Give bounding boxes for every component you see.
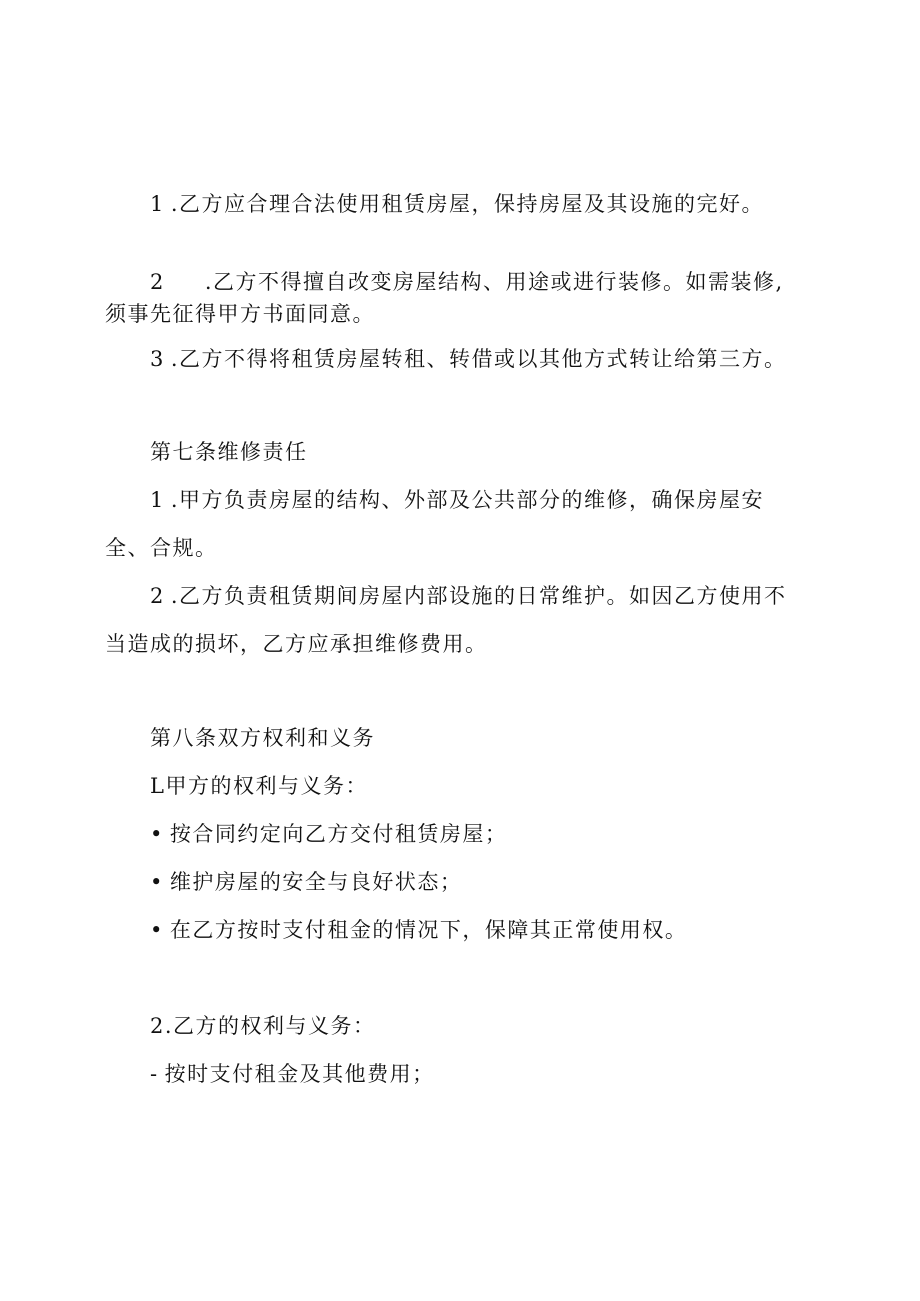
bullet-text: 维护房屋的安全与良好状态； — [169, 870, 463, 894]
bullet-text: 按合同约定向乙方交付租赁房屋； — [169, 822, 508, 846]
clause-number: 2 — [150, 270, 165, 294]
party-b-title: 2.乙方的权利与义务： — [150, 1014, 376, 1038]
clause-7-1 — [150, 486, 764, 514]
party-a-bullet — [150, 916, 687, 944]
bullet-text: 在乙方按时支付租金的情况下，保障其正常使用权。 — [169, 918, 688, 942]
section-8-heading: 第八条双方权利和义务 — [150, 726, 375, 750]
clause-6-3 — [150, 345, 787, 373]
clause-number: 1 — [150, 192, 165, 216]
item-text: 按时支付租金及其他费用； — [164, 1062, 435, 1086]
clause-number: 2 — [150, 584, 165, 608]
clause-7-2 — [150, 582, 787, 610]
clause-6-1 — [150, 190, 764, 218]
clause-6-2-continued — [105, 300, 375, 328]
bullet-mark: • — [150, 870, 164, 894]
clause-6-2 — [150, 268, 784, 296]
party-a-title: L甲方的权利与义务： — [150, 774, 368, 798]
party-b-item — [150, 1060, 435, 1088]
party-a-bullet — [150, 820, 507, 848]
clause-number: 1 — [150, 488, 165, 512]
clause-text: 全、合规。 — [105, 536, 218, 560]
clause-text: 须事先征得甲方书面同意。 — [105, 302, 375, 326]
section-7-heading: 第七条维修责任 — [150, 440, 308, 464]
clause-7-2-continued — [105, 630, 488, 658]
clause-number: 3 — [150, 347, 165, 371]
clause-text: .乙方不得擅自改变房屋结构、用途或进行装修。如需装修, — [204, 270, 784, 294]
dash-mark: - — [150, 1062, 159, 1086]
clause-text: .乙方负责租赁期间房屋内部设施的日常维护。如因乙方使用不 — [170, 584, 787, 608]
clause-text: .乙方不得将租赁房屋转租、转借或以其他方式转让给第三方。 — [170, 347, 787, 371]
clause-text: .甲方负责房屋的结构、外部及公共部分的维修，确保房屋安 — [170, 488, 765, 512]
clause-7-1-continued — [105, 534, 218, 562]
bullet-mark: • — [150, 918, 164, 942]
bullet-mark: • — [150, 822, 164, 846]
party-a-bullet — [150, 868, 462, 896]
clause-text: .乙方应合理合法使用租赁房屋，保持房屋及其设施的完好。 — [170, 192, 765, 216]
clause-text: 当造成的损坏，乙方应承担维修费用。 — [105, 632, 488, 656]
